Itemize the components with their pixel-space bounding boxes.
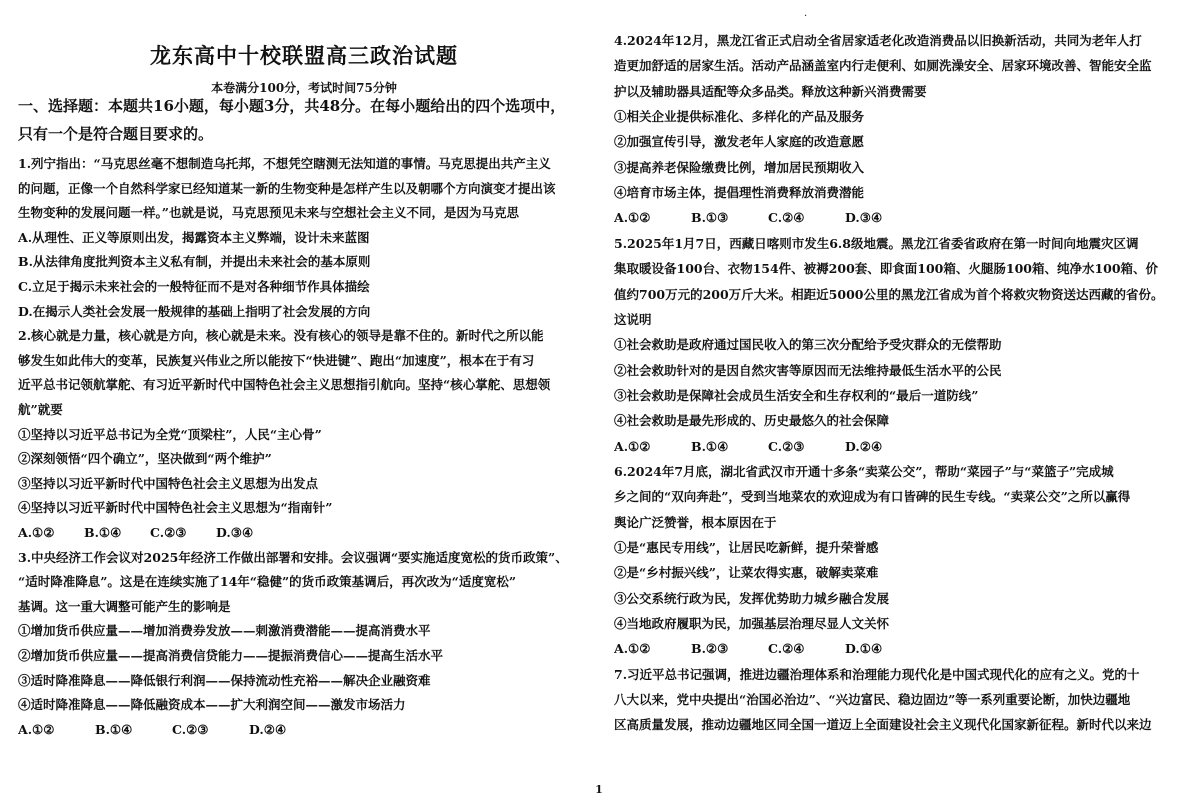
question-line: 区高质量发展，推动边疆地区同全国一道迈上全面建设社会主义现代化国家新征程。新时代以来边 [614, 717, 1152, 733]
question-line: 2.核心就是力量，核心就是方向，核心就是未来。没有核心的领导是靠不住的。新时代之所以能 [18, 328, 544, 344]
question-line: ③公交系统行政为民，发挥优势助力城乡融合发展 [614, 590, 890, 606]
question-line: ②是“乡村振兴线”，让菜农得实惠，破解卖菜难 [614, 565, 879, 581]
question-line: ④培育市场主体，提倡理性消费释放消费潜能 [614, 185, 865, 201]
answer-option: C.②③ [768, 438, 805, 454]
exam-subtitle: 本卷满分100分，考试时间75分钟 [211, 81, 397, 95]
question-line: C.立足于揭示未来社会的一般特征而不是对各种细节作具体描绘 [18, 279, 370, 294]
question-line: ②社会救助针对的是因自然灾害等原因而无法维持最低生活水平的公民 [614, 362, 1002, 378]
answer-option: C.②④ [768, 641, 805, 657]
question-line: 航”就要 [18, 402, 63, 417]
question-line: 生物变种的发展问题一样。”也就是说，马克思预见未来与空想社会主义不同，是因为马克思 [18, 205, 519, 221]
question-line: ①相关企业提供标准化、多样化的产品及服务 [614, 109, 865, 125]
question-line: 这说明 [614, 311, 652, 327]
q3_options-row [18, 722, 326, 739]
question-line: 八大以来，党中央提出“治国必治边”、“兴边富民、稳边固边”等一系列重要论断，加快边疆地 [614, 692, 1131, 708]
section-heading-line-2: 只有一个是符合题目要求的。 [18, 125, 214, 143]
question-line: 基调。这一重大调整可能产生的影响是 [18, 598, 231, 614]
answer-option: A.①② [18, 721, 55, 737]
question-line: 造更加舒适的居家生活。活动产品涵盖室内行走便利、如厕洗澡安全、居家环境改善、智能安全监 [614, 58, 1152, 74]
answer-option: B.②③ [691, 641, 729, 657]
question-line: ③提高养老保险缴费比例，增加居民预期收入 [614, 159, 865, 175]
question-line: ①坚持以习近平总书记为全党“顶梁柱”，人民“主心骨” [18, 426, 322, 442]
question-line: B.从法律角度批判资本主义私有制，并提出未来社会的基本原则 [18, 254, 371, 270]
answer-option: D.①④ [845, 641, 883, 657]
question-line: 舆论广泛赞誉，根本原因在于 [614, 514, 777, 530]
question-line: ④适时降准降息——降低融资成本——扩大利润空间——激发市场活力 [18, 697, 406, 713]
answer-option: A.①② [614, 438, 651, 454]
question-line: 6.2024年7月底，湖北省武汉市开通十多条“卖菜公交”，帮助“菜园子”与“菜篮子”完成城 [614, 463, 1114, 479]
page-number: 1 [595, 783, 603, 796]
question-line: ②加强宣传引导，激发老年人家庭的改造意愿 [614, 134, 865, 150]
answer-option: D.③④ [845, 210, 883, 226]
answer-option: C.②④ [768, 210, 805, 226]
question-line: ③社会救助是保障社会成员生活安全和生存权利的“最后一道防线” [614, 387, 979, 403]
answer-option: A.①② [614, 641, 651, 657]
question-line: ③坚持以习近平新时代中国特色社会主义思想为出发点 [18, 475, 319, 491]
question-line: 4.2024年12月，黑龙江省正式启动全省居家适老化改造消费品以旧换新活动，共同为老年人打 [614, 33, 1142, 48]
question-line: 的问题，正像一个自然科学家已经知道某一新的生物变种是怎样产生以及朝哪个方向演变才提出该 [18, 180, 556, 196]
question-line: “适时降准降息”。这是在连续实施了14年“稳健”的货币政策基调后，再次改为“适度宽松” [18, 574, 517, 590]
answer-option: B.①④ [691, 438, 729, 454]
question-line: 值约700万元的200万斤大米。相距近5000公里的黑龙江省成为首个将救灾物资送达西藏的省份。 [614, 286, 1164, 302]
question-line: 够发生如此伟大的变革，民族复兴伟业之所以能按下“快进键”、跑出“加速度”，根本在于有习 [18, 352, 535, 368]
question-line: ④当地政府履职为民，加强基层治理尽显人文关怀 [614, 616, 890, 632]
question-line: A.从理性、正义等原则出发，揭露资本主义弊端，设计未来蓝图 [18, 229, 370, 245]
question-line: ④社会救助是最先形成的、历史最悠久的社会保障 [614, 413, 890, 429]
exam-title: 龙东高中十校联盟高三政治试题 [150, 43, 458, 68]
answer-option: B.①④ [95, 721, 133, 737]
question-line: ①增加货币供应量——增加消费券发放——刺激消费潜能——提高消费水平 [18, 623, 431, 639]
section-heading-line-1: 一、选择题：本题共16小题，每小题3分，共48分。在每小题给出的四个选项中， [18, 97, 566, 115]
question-line: 5.2025年1月7日，西藏日喀则市发生6.8级地震。黑龙江省委省政府在第一时间向地震灾区调 [614, 235, 1139, 251]
answer-option: A.①② [18, 525, 55, 540]
answer-option: D.②④ [249, 721, 287, 737]
q4_options-row [614, 210, 922, 227]
question-line: ②深刻领悟“四个确立”，坚决做到“两个维护” [18, 451, 272, 467]
answer-option: B.①④ [84, 525, 122, 540]
question-line: ①是“惠民专用线”，让居民吃新鲜，提升荣誉感 [614, 540, 879, 555]
answer-option: D.③④ [216, 525, 254, 540]
question-line: D.在揭示人类社会发展一般规律的基础上指明了社会发展的方向 [18, 303, 371, 319]
answer-option: B.①③ [691, 210, 729, 226]
question-line: 3.中央经济工作会议对2025年经济工作做出部署和安排。会议强调“要实施适度宽松的货币政策”、 [18, 549, 568, 565]
question-line: ①社会救助是政府通过国民收入的第三次分配给予受灾群众的无偿帮助 [614, 337, 1002, 353]
answer-option: A.①② [614, 210, 651, 226]
question-line: 护以及辅助器具适配等众多品类。释放这种新兴消费需要 [614, 83, 927, 99]
q6_options-row [614, 641, 922, 658]
question-line: 集取暖设备100台、衣物154件、被褥200套、即食面100箱、火腿肠100箱、纯净水100箱、价 [614, 261, 1159, 277]
question-line: ②增加货币供应量——提高消费信贷能力——提振消费信心——提高生活水平 [18, 648, 444, 663]
question-line: 7.习近平总书记强调，推进边疆治理体系和治理能力现代化是中国式现代化的应有之义。党的十 [614, 666, 1140, 682]
question-line: 1.列宁指出：“马克思丝毫不想制造乌托邦，不想凭空瞎测无法知道的事情。马克思提出共产主义 [18, 156, 551, 171]
q2_options-row [18, 525, 282, 542]
question-line: 乡之间的“双向奔赴”，受到当地菜农的欢迎成为有口皆碑的民生专线。“卖菜公交”之所以赢得 [614, 489, 1131, 505]
q5_options-row [614, 439, 922, 456]
answer-option: C.②③ [150, 525, 187, 540]
answer-option: C.②③ [172, 721, 209, 737]
question-line: 近平总书记领航掌舵、有习近平新时代中国特色社会主义思想指引航向。坚持“核心掌舵、思想领 [18, 377, 551, 393]
top-mark: . [804, 8, 808, 19]
question-line: ④坚持以习近平新时代中国特色社会主义思想为“指南针” [18, 500, 333, 516]
question-line: ③适时降准降息——降低银行利润——保持流动性充裕——解决企业融资难 [18, 672, 431, 688]
answer-option: D.②④ [845, 438, 883, 454]
